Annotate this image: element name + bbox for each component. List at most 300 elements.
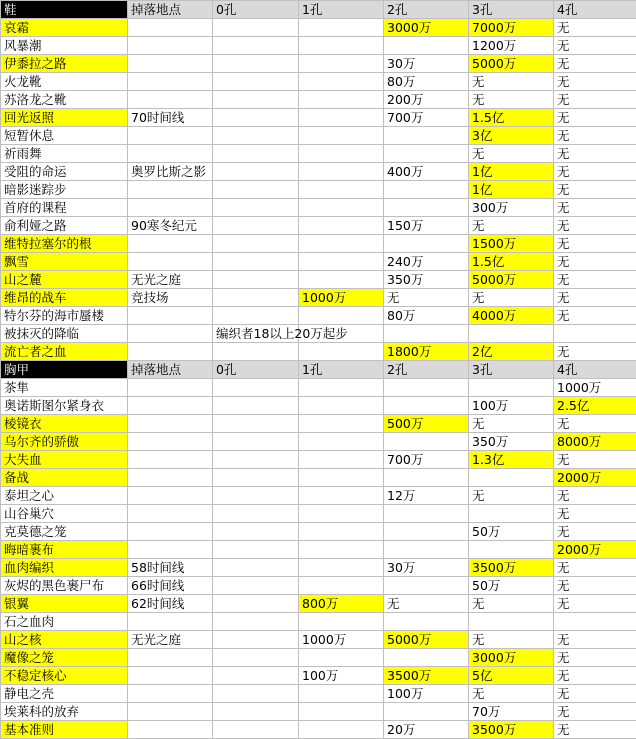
cell-drop-location[interactable] (128, 73, 213, 91)
cell-socket-3[interactable]: 3500万 (469, 721, 554, 739)
cell-drop-location[interactable]: 无光之庭 (128, 631, 213, 649)
cell-drop-location[interactable] (128, 37, 213, 55)
cell-socket-1[interactable] (299, 109, 384, 127)
cell-socket-1[interactable] (299, 397, 384, 415)
cell-socket-4[interactable]: 无 (554, 595, 636, 613)
cell-socket-3[interactable] (469, 379, 554, 397)
cell-socket-2[interactable]: 240万 (384, 253, 469, 271)
cell-socket-3[interactable]: 1亿 (469, 163, 554, 181)
cell-socket-3[interactable]: 5000万 (469, 271, 554, 289)
cell-item-name[interactable]: 乌尔齐的骄傲 (1, 433, 128, 451)
cell-socket-4[interactable]: 无 (554, 649, 636, 667)
cell-socket-0[interactable] (213, 613, 299, 631)
cell-drop-location[interactable] (128, 55, 213, 73)
cell-socket-1[interactable] (299, 37, 384, 55)
cell-socket-0[interactable] (213, 487, 299, 505)
cell-drop-location[interactable] (128, 253, 213, 271)
cell-socket-3[interactable] (469, 613, 554, 631)
cell-socket-4[interactable]: 无 (554, 235, 636, 253)
column-header-socket-1[interactable]: 1孔 (299, 1, 384, 19)
cell-socket-3[interactable]: 无 (469, 73, 554, 91)
cell-socket-3[interactable] (469, 505, 554, 523)
cell-item-name[interactable]: 棱镜衣 (1, 415, 128, 433)
cell-item-name[interactable]: 茶隼 (1, 379, 128, 397)
cell-socket-4[interactable]: 无 (554, 559, 636, 577)
cell-socket-4[interactable]: 1000万 (554, 379, 636, 397)
cell-socket-2[interactable] (384, 199, 469, 217)
table-row (1, 109, 636, 127)
cell-socket-1[interactable] (299, 91, 384, 109)
column-header-socket-0[interactable]: 0孔 (213, 1, 299, 19)
cell-socket-4[interactable]: 无 (554, 37, 636, 55)
cell-item-name[interactable]: 受阻的命运 (1, 163, 128, 181)
cell-socket-1[interactable] (299, 127, 384, 145)
cell-socket-4[interactable]: 无 (554, 253, 636, 271)
cell-item-name[interactable]: 被抹灭的降临 (1, 325, 128, 343)
cell-socket-1[interactable] (299, 181, 384, 199)
cell-drop-location[interactable]: 奥罗比斯之影 (128, 163, 213, 181)
column-header-socket-3[interactable]: 3孔 (469, 1, 554, 19)
cell-socket-2[interactable]: 700万 (384, 451, 469, 469)
cell-socket-2[interactable]: 150万 (384, 217, 469, 235)
cell-drop-location[interactable]: 竞技场 (128, 289, 213, 307)
cell-drop-location[interactable] (128, 397, 213, 415)
cell-socket-4[interactable]: 无 (554, 73, 636, 91)
column-header-drop-location[interactable]: 掉落地点 (128, 361, 213, 379)
cell-socket-3[interactable]: 无 (469, 487, 554, 505)
cell-socket-1[interactable] (299, 307, 384, 325)
cell-socket-0[interactable] (213, 379, 299, 397)
cell-socket-1[interactable] (299, 379, 384, 397)
table-row (1, 685, 636, 703)
cell-item-name[interactable]: 维昂的战车 (1, 289, 128, 307)
cell-socket-1[interactable] (299, 559, 384, 577)
cell-socket-0[interactable] (213, 217, 299, 235)
cell-socket-0[interactable] (213, 415, 299, 433)
cell-drop-location[interactable] (128, 505, 213, 523)
cell-item-name[interactable]: 灰烬的黑色裹尸布 (1, 577, 128, 595)
cell-item-name[interactable]: 伊黍拉之路 (1, 55, 128, 73)
cell-item-name[interactable]: 银翼 (1, 595, 128, 613)
table-row (1, 613, 636, 631)
cell-drop-location[interactable]: 66时间线 (128, 577, 213, 595)
cell-drop-location[interactable] (128, 379, 213, 397)
cell-socket-0[interactable] (213, 73, 299, 91)
cell-socket-3[interactable]: 3亿 (469, 127, 554, 145)
cell-drop-location[interactable] (128, 703, 213, 721)
cell-socket-2[interactable]: 350万 (384, 271, 469, 289)
cell-socket-2[interactable]: 30万 (384, 559, 469, 577)
cell-item-name[interactable]: 火龙靴 (1, 73, 128, 91)
cell-socket-1[interactable] (299, 55, 384, 73)
cell-socket-0[interactable] (213, 577, 299, 595)
cell-socket-4[interactable]: 2000万 (554, 469, 636, 487)
cell-drop-location[interactable] (128, 667, 213, 685)
table-row (1, 199, 636, 217)
cell-socket-0[interactable] (213, 307, 299, 325)
cell-item-name[interactable]: 流亡者之血 (1, 343, 128, 361)
cell-socket-4[interactable]: 无 (554, 487, 636, 505)
table-row (1, 289, 636, 307)
cell-socket-1[interactable] (299, 451, 384, 469)
cell-socket-0[interactable] (213, 343, 299, 361)
cell-socket-0[interactable] (213, 559, 299, 577)
cell-drop-location[interactable] (128, 415, 213, 433)
cell-socket-3[interactable] (469, 541, 554, 559)
cell-socket-3[interactable]: 1.3亿 (469, 451, 554, 469)
cell-item-name[interactable]: 苏洛龙之靴 (1, 91, 128, 109)
cell-drop-location[interactable] (128, 487, 213, 505)
cell-socket-3[interactable]: 50万 (469, 523, 554, 541)
cell-socket-1[interactable] (299, 73, 384, 91)
cell-socket-2[interactable] (384, 505, 469, 523)
cell-socket-2[interactable] (384, 703, 469, 721)
cell-socket-0[interactable] (213, 505, 299, 523)
cell-socket-0[interactable] (213, 181, 299, 199)
cell-drop-location[interactable]: 58时间线 (128, 559, 213, 577)
cell-socket-2[interactable] (384, 181, 469, 199)
cell-socket-3[interactable]: 3000万 (469, 649, 554, 667)
cell-socket-1[interactable] (299, 703, 384, 721)
column-header-drop-location[interactable]: 掉落地点 (128, 1, 213, 19)
cell-socket-0[interactable] (213, 703, 299, 721)
cell-socket-1[interactable] (299, 19, 384, 37)
cell-socket-4[interactable]: 无 (554, 55, 636, 73)
cell-socket-1[interactable]: 800万 (299, 595, 384, 613)
cell-socket-4[interactable]: 无 (554, 19, 636, 37)
cell-socket-1[interactable] (299, 613, 384, 631)
cell-socket-2[interactable]: 无 (384, 595, 469, 613)
cell-socket-4[interactable]: 无 (554, 109, 636, 127)
cell-socket-3[interactable]: 1.5亿 (469, 109, 554, 127)
cell-drop-location[interactable] (128, 649, 213, 667)
cell-socket-2[interactable]: 700万 (384, 109, 469, 127)
cell-socket-0[interactable] (213, 109, 299, 127)
table-row (1, 451, 636, 469)
cell-socket-4[interactable]: 8000万 (554, 433, 636, 451)
cell-item-name[interactable]: 克莫德之笼 (1, 523, 128, 541)
cell-socket-3[interactable]: 1.5亿 (469, 253, 554, 271)
shoes-section-title[interactable]: 鞋 (1, 1, 128, 19)
cell-socket-0[interactable] (213, 271, 299, 289)
cell-socket-2[interactable]: 5000万 (384, 631, 469, 649)
cell-socket-0[interactable] (213, 685, 299, 703)
cell-socket-4[interactable]: 无 (554, 721, 636, 739)
cell-item-name[interactable]: 基本准则 (1, 721, 128, 739)
cell-socket-4[interactable]: 无 (554, 271, 636, 289)
cell-socket-2[interactable]: 1800万 (384, 343, 469, 361)
cell-socket-2[interactable] (384, 613, 469, 631)
table-row (1, 325, 636, 343)
cell-drop-location[interactable] (128, 343, 213, 361)
cell-socket-1[interactable] (299, 163, 384, 181)
cell-socket-4[interactable]: 无 (554, 703, 636, 721)
cell-socket-4[interactable]: 无 (554, 451, 636, 469)
cell-drop-location[interactable] (128, 91, 213, 109)
cell-socket-4[interactable]: 无 (554, 163, 636, 181)
cell-socket-1[interactable] (299, 433, 384, 451)
cell-socket-2[interactable]: 无 (384, 289, 469, 307)
cell-socket-0[interactable] (213, 523, 299, 541)
cell-socket-3[interactable]: 7000万 (469, 19, 554, 37)
column-header-socket-2[interactable]: 2孔 (384, 1, 469, 19)
cell-socket-1[interactable] (299, 577, 384, 595)
cell-socket-0[interactable] (213, 91, 299, 109)
cell-socket-3[interactable]: 350万 (469, 433, 554, 451)
cell-socket-3[interactable]: 2亿 (469, 343, 554, 361)
cell-socket-1[interactable]: 1000万 (299, 289, 384, 307)
cell-socket-0[interactable]: 编织者18以上20万起步 (213, 325, 299, 343)
cell-socket-3[interactable]: 无 (469, 217, 554, 235)
cell-item-name[interactable]: 首府的课程 (1, 199, 128, 217)
cell-socket-0[interactable] (213, 199, 299, 217)
cell-socket-0[interactable] (213, 163, 299, 181)
cell-socket-0[interactable] (213, 397, 299, 415)
table-row (1, 703, 636, 721)
cell-socket-0[interactable] (213, 595, 299, 613)
cell-socket-4[interactable]: 无 (554, 199, 636, 217)
cell-socket-0[interactable] (213, 667, 299, 685)
cell-item-name[interactable]: 静电之壳 (1, 685, 128, 703)
cell-socket-1[interactable] (299, 721, 384, 739)
cell-item-name[interactable]: 飘雪 (1, 253, 128, 271)
cell-socket-3[interactable]: 70万 (469, 703, 554, 721)
cell-socket-2[interactable] (384, 235, 469, 253)
cell-socket-4[interactable]: 2.5亿 (554, 397, 636, 415)
cell-drop-location[interactable] (128, 181, 213, 199)
cell-socket-3[interactable]: 4000万 (469, 307, 554, 325)
cell-item-name[interactable]: 不稳定核心 (1, 667, 128, 685)
cell-socket-2[interactable]: 3500万 (384, 667, 469, 685)
cell-socket-2[interactable] (384, 145, 469, 163)
cell-item-name[interactable]: 泰坦之心 (1, 487, 128, 505)
cell-drop-location[interactable] (128, 19, 213, 37)
cell-socket-0[interactable] (213, 631, 299, 649)
cell-drop-location[interactable]: 无光之庭 (128, 271, 213, 289)
cell-socket-1[interactable] (299, 343, 384, 361)
cell-socket-3[interactable]: 无 (469, 595, 554, 613)
cell-socket-3[interactable]: 无 (469, 289, 554, 307)
cell-item-name[interactable]: 山谷巢穴 (1, 505, 128, 523)
table-row (1, 343, 636, 361)
cell-socket-2[interactable] (384, 397, 469, 415)
cell-socket-2[interactable] (384, 379, 469, 397)
cell-socket-3[interactable]: 1亿 (469, 181, 554, 199)
cell-socket-3[interactable]: 无 (469, 91, 554, 109)
cell-socket-1[interactable] (299, 541, 384, 559)
cell-socket-3[interactable]: 无 (469, 415, 554, 433)
cell-socket-1[interactable] (299, 415, 384, 433)
cell-socket-3[interactable]: 5亿 (469, 667, 554, 685)
cell-socket-4[interactable]: 无 (554, 343, 636, 361)
cell-socket-3[interactable]: 50万 (469, 577, 554, 595)
cell-socket-2[interactable]: 400万 (384, 163, 469, 181)
column-header-socket-2[interactable]: 2孔 (384, 361, 469, 379)
cell-socket-4[interactable]: 无 (554, 685, 636, 703)
cell-socket-2[interactable]: 12万 (384, 487, 469, 505)
cell-item-name[interactable]: 回光返照 (1, 109, 128, 127)
cell-socket-4[interactable]: 无 (554, 505, 636, 523)
cell-socket-4[interactable]: 无 (554, 217, 636, 235)
cell-socket-3[interactable]: 3500万 (469, 559, 554, 577)
cell-socket-1[interactable] (299, 253, 384, 271)
cell-socket-3[interactable]: 无 (469, 145, 554, 163)
cell-socket-1[interactable] (299, 235, 384, 253)
cell-drop-location[interactable] (128, 307, 213, 325)
cell-socket-4[interactable]: 无 (554, 577, 636, 595)
cell-drop-location[interactable] (128, 685, 213, 703)
cell-drop-location[interactable] (128, 523, 213, 541)
cell-socket-0[interactable] (213, 541, 299, 559)
cell-socket-2[interactable] (384, 433, 469, 451)
cell-socket-3[interactable]: 无 (469, 631, 554, 649)
cell-socket-4[interactable]: 无 (554, 307, 636, 325)
cell-socket-0[interactable] (213, 649, 299, 667)
chest-section-title[interactable]: 胸甲 (1, 361, 128, 379)
table-row (1, 127, 636, 145)
cell-item-name[interactable]: 大失血 (1, 451, 128, 469)
table-row (1, 73, 636, 91)
cell-socket-4[interactable]: 无 (554, 667, 636, 685)
cell-socket-1[interactable] (299, 487, 384, 505)
cell-socket-4[interactable]: 无 (554, 91, 636, 109)
cell-socket-1[interactable]: 1000万 (299, 631, 384, 649)
cell-socket-3[interactable]: 1200万 (469, 37, 554, 55)
cell-socket-1[interactable] (299, 145, 384, 163)
cell-socket-0[interactable] (213, 37, 299, 55)
cell-socket-2[interactable] (384, 541, 469, 559)
cell-socket-1[interactable]: 100万 (299, 667, 384, 685)
cell-item-name[interactable]: 奥诺斯图尔紧身衣 (1, 397, 128, 415)
cell-item-name[interactable]: 晦暗裹布 (1, 541, 128, 559)
cell-drop-location[interactable] (128, 541, 213, 559)
cell-socket-1[interactable] (299, 271, 384, 289)
cell-drop-location[interactable] (128, 199, 213, 217)
cell-item-name[interactable]: 俞利娅之路 (1, 217, 128, 235)
cell-socket-2[interactable] (384, 37, 469, 55)
cell-socket-3[interactable]: 100万 (469, 397, 554, 415)
cell-socket-3[interactable]: 无 (469, 685, 554, 703)
cell-socket-0[interactable] (213, 55, 299, 73)
cell-socket-4[interactable]: 无 (554, 631, 636, 649)
cell-socket-1[interactable] (299, 649, 384, 667)
cell-socket-0[interactable] (213, 289, 299, 307)
cell-socket-4[interactable]: 无 (554, 181, 636, 199)
cell-socket-2[interactable]: 80万 (384, 307, 469, 325)
cell-socket-3[interactable]: 300万 (469, 199, 554, 217)
cell-socket-1[interactable] (299, 505, 384, 523)
cell-socket-2[interactable]: 20万 (384, 721, 469, 739)
cell-item-name[interactable]: 哀霜 (1, 19, 128, 37)
cell-drop-location[interactable] (128, 127, 213, 145)
cell-drop-location[interactable] (128, 721, 213, 739)
cell-socket-2[interactable]: 3000万 (384, 19, 469, 37)
column-header-socket-3[interactable]: 3孔 (469, 361, 554, 379)
cell-socket-2[interactable] (384, 577, 469, 595)
cell-item-name[interactable]: 祈雨舞 (1, 145, 128, 163)
cell-drop-location[interactable]: 62时间线 (128, 595, 213, 613)
cell-socket-4[interactable] (554, 325, 636, 343)
cell-socket-4[interactable]: 无 (554, 289, 636, 307)
cell-socket-1[interactable] (299, 469, 384, 487)
cell-item-name[interactable]: 埃莱科的放弃 (1, 703, 128, 721)
cell-item-name[interactable]: 备战 (1, 469, 128, 487)
column-header-socket-1[interactable]: 1孔 (299, 361, 384, 379)
cell-drop-location[interactable] (128, 613, 213, 631)
cell-socket-2[interactable]: 500万 (384, 415, 469, 433)
cell-item-name[interactable]: 短暂休息 (1, 127, 128, 145)
cell-socket-4[interactable]: 无 (554, 523, 636, 541)
column-header-socket-0[interactable]: 0孔 (213, 361, 299, 379)
cell-socket-2[interactable] (384, 649, 469, 667)
cell-item-name[interactable]: 特尔芬的海市蜃楼 (1, 307, 128, 325)
cell-socket-3[interactable] (469, 325, 554, 343)
cell-drop-location[interactable] (128, 145, 213, 163)
cell-socket-2[interactable] (384, 469, 469, 487)
cell-socket-4[interactable] (554, 613, 636, 631)
cell-item-name[interactable]: 石之血肉 (1, 613, 128, 631)
cell-socket-0[interactable] (213, 19, 299, 37)
cell-drop-location[interactable]: 90寒冬纪元 (128, 217, 213, 235)
cell-drop-location[interactable] (128, 451, 213, 469)
cell-item-name[interactable]: 血肉编织 (1, 559, 128, 577)
cell-socket-4[interactable]: 无 (554, 145, 636, 163)
cell-socket-2[interactable]: 100万 (384, 685, 469, 703)
cell-socket-2[interactable]: 200万 (384, 91, 469, 109)
table-row (1, 271, 636, 289)
cell-socket-1[interactable] (299, 523, 384, 541)
cell-socket-2[interactable] (384, 523, 469, 541)
cell-drop-location[interactable]: 70时间线 (128, 109, 213, 127)
cell-drop-location[interactable] (128, 433, 213, 451)
cell-socket-2[interactable]: 30万 (384, 55, 469, 73)
cell-item-name[interactable]: 魔像之笼 (1, 649, 128, 667)
cell-socket-0[interactable] (213, 451, 299, 469)
cell-socket-0[interactable] (213, 145, 299, 163)
cell-socket-0[interactable] (213, 469, 299, 487)
cell-socket-4[interactable]: 无 (554, 127, 636, 145)
cell-socket-3[interactable] (469, 469, 554, 487)
cell-socket-0[interactable] (213, 721, 299, 739)
cell-socket-4[interactable]: 无 (554, 415, 636, 433)
cell-socket-2[interactable]: 80万 (384, 73, 469, 91)
cell-socket-0[interactable] (213, 235, 299, 253)
cell-socket-0[interactable] (213, 253, 299, 271)
cell-socket-2[interactable] (384, 127, 469, 145)
cell-item-name[interactable]: 山之核 (1, 631, 128, 649)
cell-item-name[interactable]: 维特拉塞尔的根 (1, 235, 128, 253)
cell-socket-3[interactable]: 1500万 (469, 235, 554, 253)
cell-item-name[interactable]: 风暴潮 (1, 37, 128, 55)
cell-socket-4[interactable]: 2000万 (554, 541, 636, 559)
cell-item-name[interactable]: 山之麓 (1, 271, 128, 289)
table-row (1, 433, 636, 451)
cell-socket-1[interactable] (299, 199, 384, 217)
cell-socket-3[interactable]: 5000万 (469, 55, 554, 73)
cell-drop-location[interactable] (128, 235, 213, 253)
cell-item-name[interactable]: 暗影迷踪步 (1, 181, 128, 199)
cell-socket-0[interactable] (213, 127, 299, 145)
table-row (1, 559, 636, 577)
cell-drop-location[interactable] (128, 469, 213, 487)
column-header-socket-4[interactable]: 4孔 (554, 1, 636, 19)
cell-socket-1[interactable] (299, 685, 384, 703)
cell-socket-2[interactable] (384, 325, 469, 343)
column-header-socket-4[interactable]: 4孔 (554, 361, 636, 379)
cell-drop-location[interactable] (128, 325, 213, 343)
cell-socket-0[interactable] (213, 433, 299, 451)
cell-socket-1[interactable] (299, 217, 384, 235)
